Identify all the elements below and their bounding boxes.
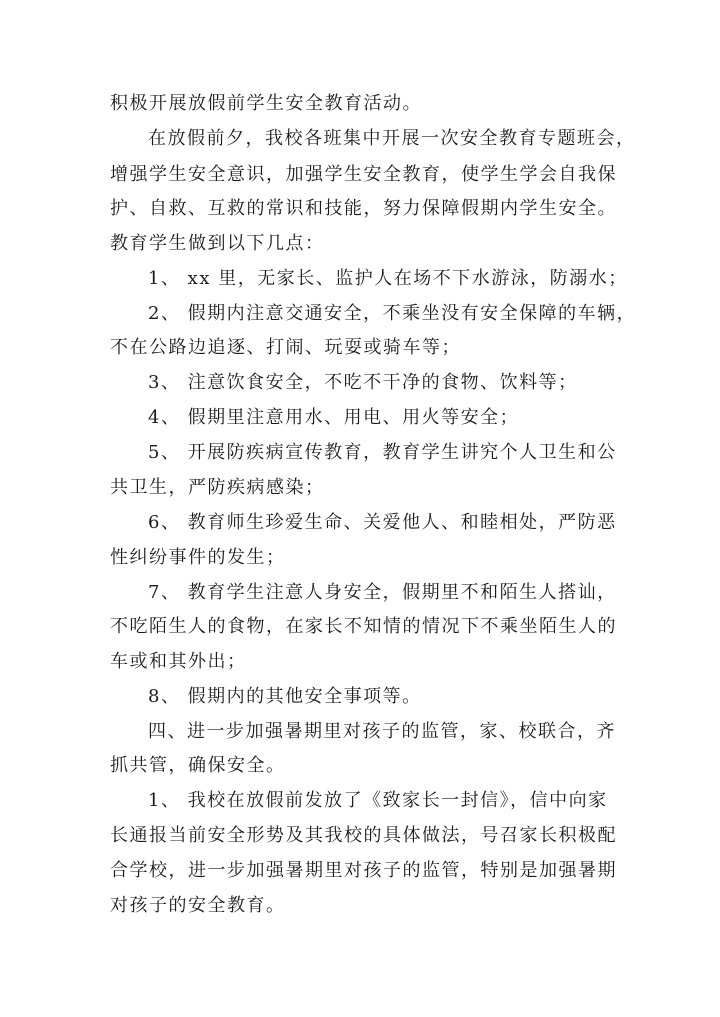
text-line: 3、 注意饮食安全，不吃不干净的食物、饮料等； [148, 372, 578, 393]
text-line: 2、 假期内注意交通安全，不乘坐没有安全保障的车辆， [148, 303, 637, 324]
text-line: 合学校，进一步加强暑期里对孩子的监管，特别是加强暑期 [110, 860, 617, 881]
text-line: 增强学生安全意识，加强学生安全教育，使学生学会自我保 [110, 164, 617, 185]
text-line: 8、 假期内的其他安全事项等。 [148, 686, 422, 707]
text-line: 性纠纷事件的发生； [110, 547, 286, 568]
text-line: 护、自救、互救的常识和技能，努力保障假期内学生安全。 [110, 198, 617, 219]
text-line: 车或和其外出； [110, 651, 247, 672]
text-line: 教育学生做到以下几点： [110, 233, 325, 254]
text-line: 积极开展放假前学生安全教育活动。 [110, 93, 422, 114]
text-line: 长通报当前安全形势及其我校的具体做法，号召家长积极配 [110, 825, 617, 846]
text-line: 不吃陌生人的食物，在家长不知情的情况下不乘坐陌生人的 [110, 616, 617, 637]
text-line: 6、 教育师生珍爱生命、关爱他人、和睦相处，严防恶 [148, 512, 617, 533]
text-line: 1、 我校在放假前发放了《致家长一封信》，信中向家 [148, 790, 608, 811]
text-line: 4、 假期里注意用水、用电、用火等安全； [148, 407, 520, 428]
text-line: 在放假前夕，我校各班集中开展一次安全教育专题班会， [148, 128, 636, 149]
text-line: 1、 xx 里，无家长、监护人在场不下水游泳，防溺水； [148, 268, 628, 289]
text-line: 共卫生，严防疾病感染； [110, 477, 325, 498]
text-line: 不在公路边追逐、打闹、玩耍或骑车等； [110, 337, 461, 358]
text-line: 5、 开展防疾病宣传教育，教育学生讲究个人卫生和公 [148, 442, 617, 463]
text-line: 对孩子的安全教育。 [110, 895, 286, 916]
text-line: 四、进一步加强暑期里对孩子的监管，家、校联合，齐 [148, 721, 616, 742]
text-line: 抓共管，确保安全。 [110, 755, 286, 776]
text-line: 7、 教育学生注意人身安全，假期里不和陌生人搭讪， [148, 582, 617, 603]
